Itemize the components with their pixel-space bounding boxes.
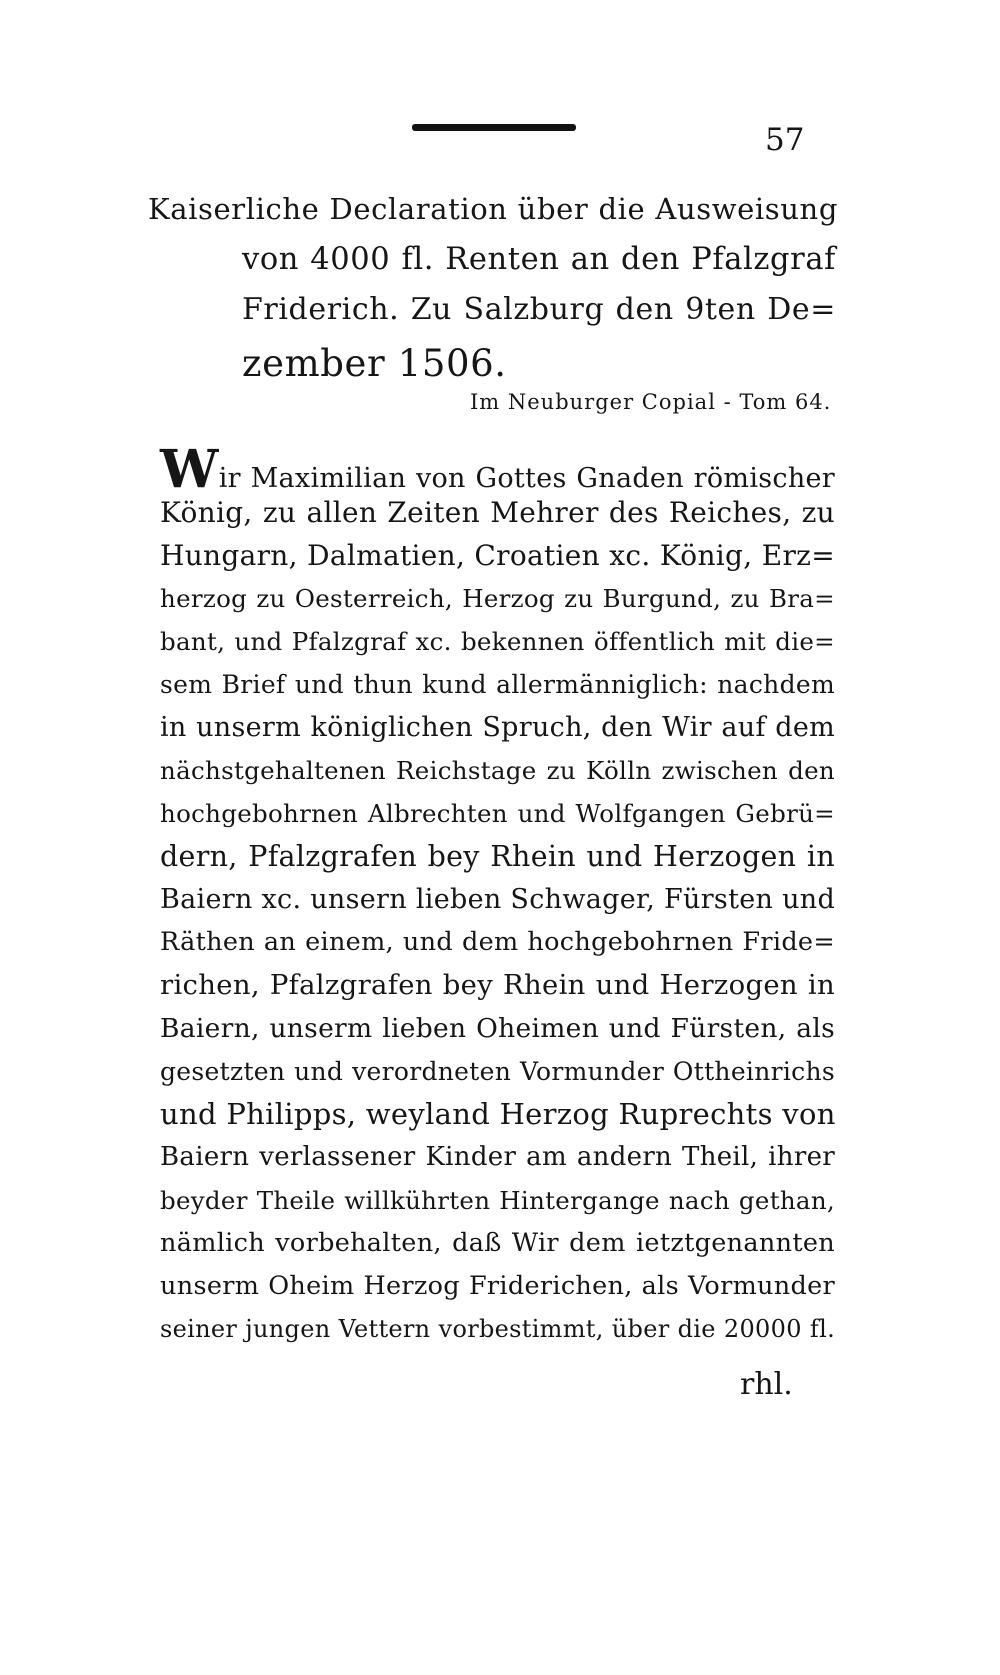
- catchword: rhl.: [740, 1367, 793, 1402]
- body-line: Baiern xc. unsern lieben Schwager, Fürsten und: [160, 884, 836, 915]
- body-line: sem Brief und thun kund allermänniglich: nachdem: [160, 670, 835, 699]
- header-rule: [412, 124, 576, 131]
- body-line: nämlich vorbehalten, daß Wir dem ietztgenannten: [160, 1228, 835, 1258]
- heading-line: von 4000 fl. Renten an den Pfalzgraf: [242, 242, 836, 277]
- page-number: 57: [765, 122, 805, 158]
- body-line: in unserm königlichen Spruch, den Wir auf dem: [160, 712, 835, 743]
- body-line: seiner jungen Vettern vorbestimmt, über die 20000 fl.: [160, 1315, 835, 1343]
- body-line-text: ir Maximilian von Gottes Gnaden römischer: [218, 463, 835, 494]
- heading-line: zember 1506.: [242, 342, 507, 385]
- body-line: Hungarn, Dalmatien, Croatien xc. König, Erz=: [160, 539, 835, 572]
- body-line: herzog zu Oesterreich, Herzog zu Burgund, zu Bra=: [160, 584, 835, 613]
- body-line: und Philipps, weyland Herzog Ruprechts von: [160, 1097, 836, 1131]
- body-line: gesetzten und verordneten Vormunder Ottheinrichs: [160, 1057, 835, 1086]
- body-line: Räthen an einem, und dem hochgebohrnen Fride=: [160, 927, 835, 957]
- body-line: unserm Oheim Herzog Friderichen, als Vormunder: [160, 1271, 835, 1301]
- heading-line: Kaiserliche Declaration über die Ausweisung: [148, 192, 838, 226]
- body-line: richen, Pfalzgrafen bey Rhein und Herzogen in: [160, 969, 835, 1001]
- body-line: beyder Theile willkührten Hintergange nach gethan,: [160, 1186, 835, 1215]
- body-line: König, zu allen Zeiten Mehrer des Reiches, zu: [160, 496, 835, 529]
- body-line: Baiern verlassener Kinder am andern Theil, ihrer: [160, 1142, 835, 1172]
- body-line: dern, Pfalzgrafen bey Rhein und Herzogen in: [160, 840, 835, 873]
- body-line: nächstgehaltenen Reichstage zu Kölln zwischen den: [160, 756, 835, 785]
- body-line: hochgebohrnen Albrechten und Wolfgangen Gebrü=: [160, 799, 835, 828]
- body-line: Baiern, unserm lieben Oheimen und Fürsten, als: [160, 1013, 835, 1044]
- heading-line: Friderich. Zu Salzburg den 9ten De=: [242, 292, 836, 327]
- body-line: bant, und Pfalzgraf xc. bekennen öffentlich mit die=: [160, 627, 835, 656]
- initial-letter: W: [160, 439, 219, 500]
- source-note: Im Neuburger Copial - Tom 64.: [470, 390, 832, 414]
- body-line: [160, 439, 835, 500]
